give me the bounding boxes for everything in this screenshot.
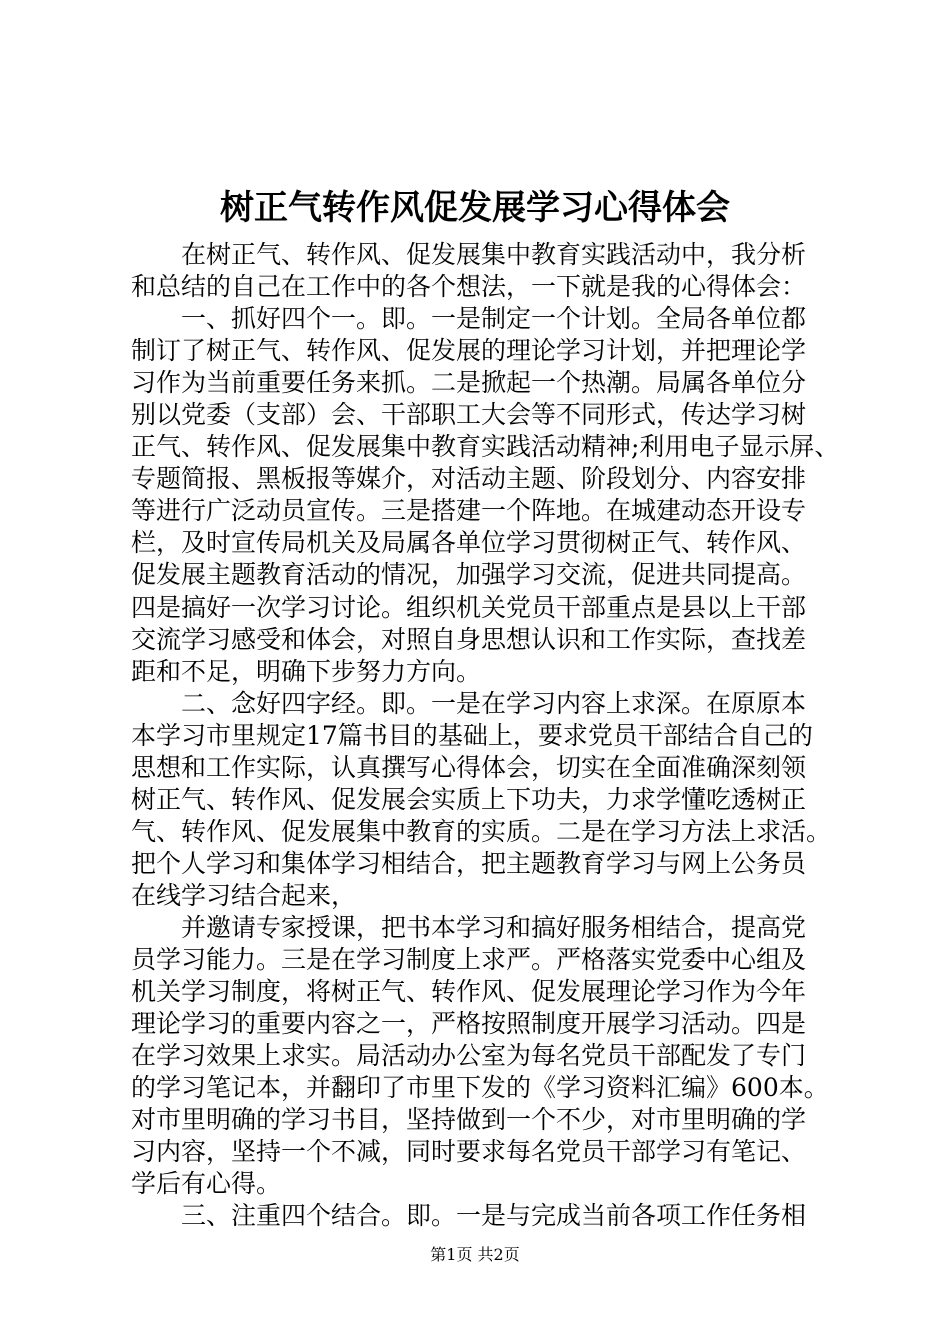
text-line: 一、抓好四个一。即。一是制定一个计划。全局各单位都 — [181, 304, 807, 334]
text-line: 本学习市里规定17篇书目的基础上，要求党员干部结合自己的 — [131, 720, 813, 750]
text-line: 别以党委（支部）会、干部职工大会等不同形式，传达学习树 — [131, 400, 807, 430]
text-line: 四是搞好一次学习讨论。组织机关党员干部重点是县以上干部 — [131, 592, 807, 622]
text-line: 员学习能力。三是在学习制度上求严。严格落实党委中心组及 — [131, 945, 807, 975]
text-line: 机关学习制度，将树正气、转作风、促发展理论学习作为今年 — [131, 977, 807, 1007]
page-footer: 第1页 共2页 — [430, 1245, 520, 1264]
text-line: 二、念好四字经。即。一是在学习内容上求深。在原原本 — [181, 688, 807, 718]
text-line: 思想和工作实际，认真撰写心得体会，切实在全面准确深刻领 — [131, 752, 807, 782]
text-line: 促发展主题教育活动的情况，加强学习交流，促进共同提高。 — [131, 560, 807, 590]
text-line: 把个人学习和集体学习相结合，把主题教育学习与网上公务员 — [131, 848, 807, 878]
text-line: 栏，及时宣传局机关及局属各单位学习贯彻树正气、转作风、 — [131, 528, 807, 558]
text-line: 树正气、转作风、促发展会实质上下功夫，力求学懂吃透树正 — [131, 784, 807, 814]
text-line: 正气、转作风、促发展集中教育实践活动精神;利用电子显示屏、 — [131, 432, 840, 462]
document-body — [131, 239, 840, 1232]
text-line: 对市里明确的学习书目，坚持做到一个不少，对市里明确的学 — [131, 1105, 807, 1135]
text-line: 专题简报、黑板报等媒介，对活动主题、阶段划分、内容安排 — [131, 464, 807, 494]
text-line: 三、注重四个结合。即。一是与完成当前各项工作任务相 — [181, 1201, 807, 1231]
text-line: 学后有心得。 — [131, 1169, 282, 1199]
text-line: 在树正气、转作风、促发展集中教育实践活动中，我分析 — [181, 240, 807, 269]
text-line: 距和不足，明确下步努力方向。 — [131, 656, 482, 686]
text-line: 制订了树正气、转作风、促发展的理论学习计划，并把理论学 — [131, 336, 807, 366]
text-line: 气、转作风、促发展集中教育的实质。二是在学习方法上求活。 — [131, 816, 832, 846]
text-line: 在线学习结合起来， — [131, 880, 357, 910]
text-line: 习作为当前重要任务来抓。二是掀起一个热潮。局属各单位分 — [131, 368, 807, 398]
text-line: 的学习笔记本，并翻印了市里下发的《学习资料汇编》600本。 — [131, 1073, 829, 1103]
text-line: 和总结的自己在工作中的各个想法，一下就是我的心得体会： — [131, 272, 807, 302]
text-line: 习内容，坚持一个不减，同时要求每名党员干部学习有笔记、 — [131, 1137, 807, 1167]
text-line: 在学习效果上求实。局活动办公室为每名党员干部配发了专门 — [131, 1041, 807, 1071]
text-line: 理论学习的重要内容之一，严格按照制度开展学习活动。四是 — [131, 1009, 807, 1039]
text-line: 等进行广泛动员宣传。三是搭建一个阵地。在城建动态开设专 — [131, 496, 807, 526]
text-line: 交流学习感受和体会，对照自身思想认识和工作实际，查找差 — [131, 624, 807, 654]
text-line: 并邀请专家授课，把书本学习和搞好服务相结合，提高党 — [181, 912, 807, 942]
document-title: 树正气转作风促发展学习心得体会 — [220, 188, 730, 228]
